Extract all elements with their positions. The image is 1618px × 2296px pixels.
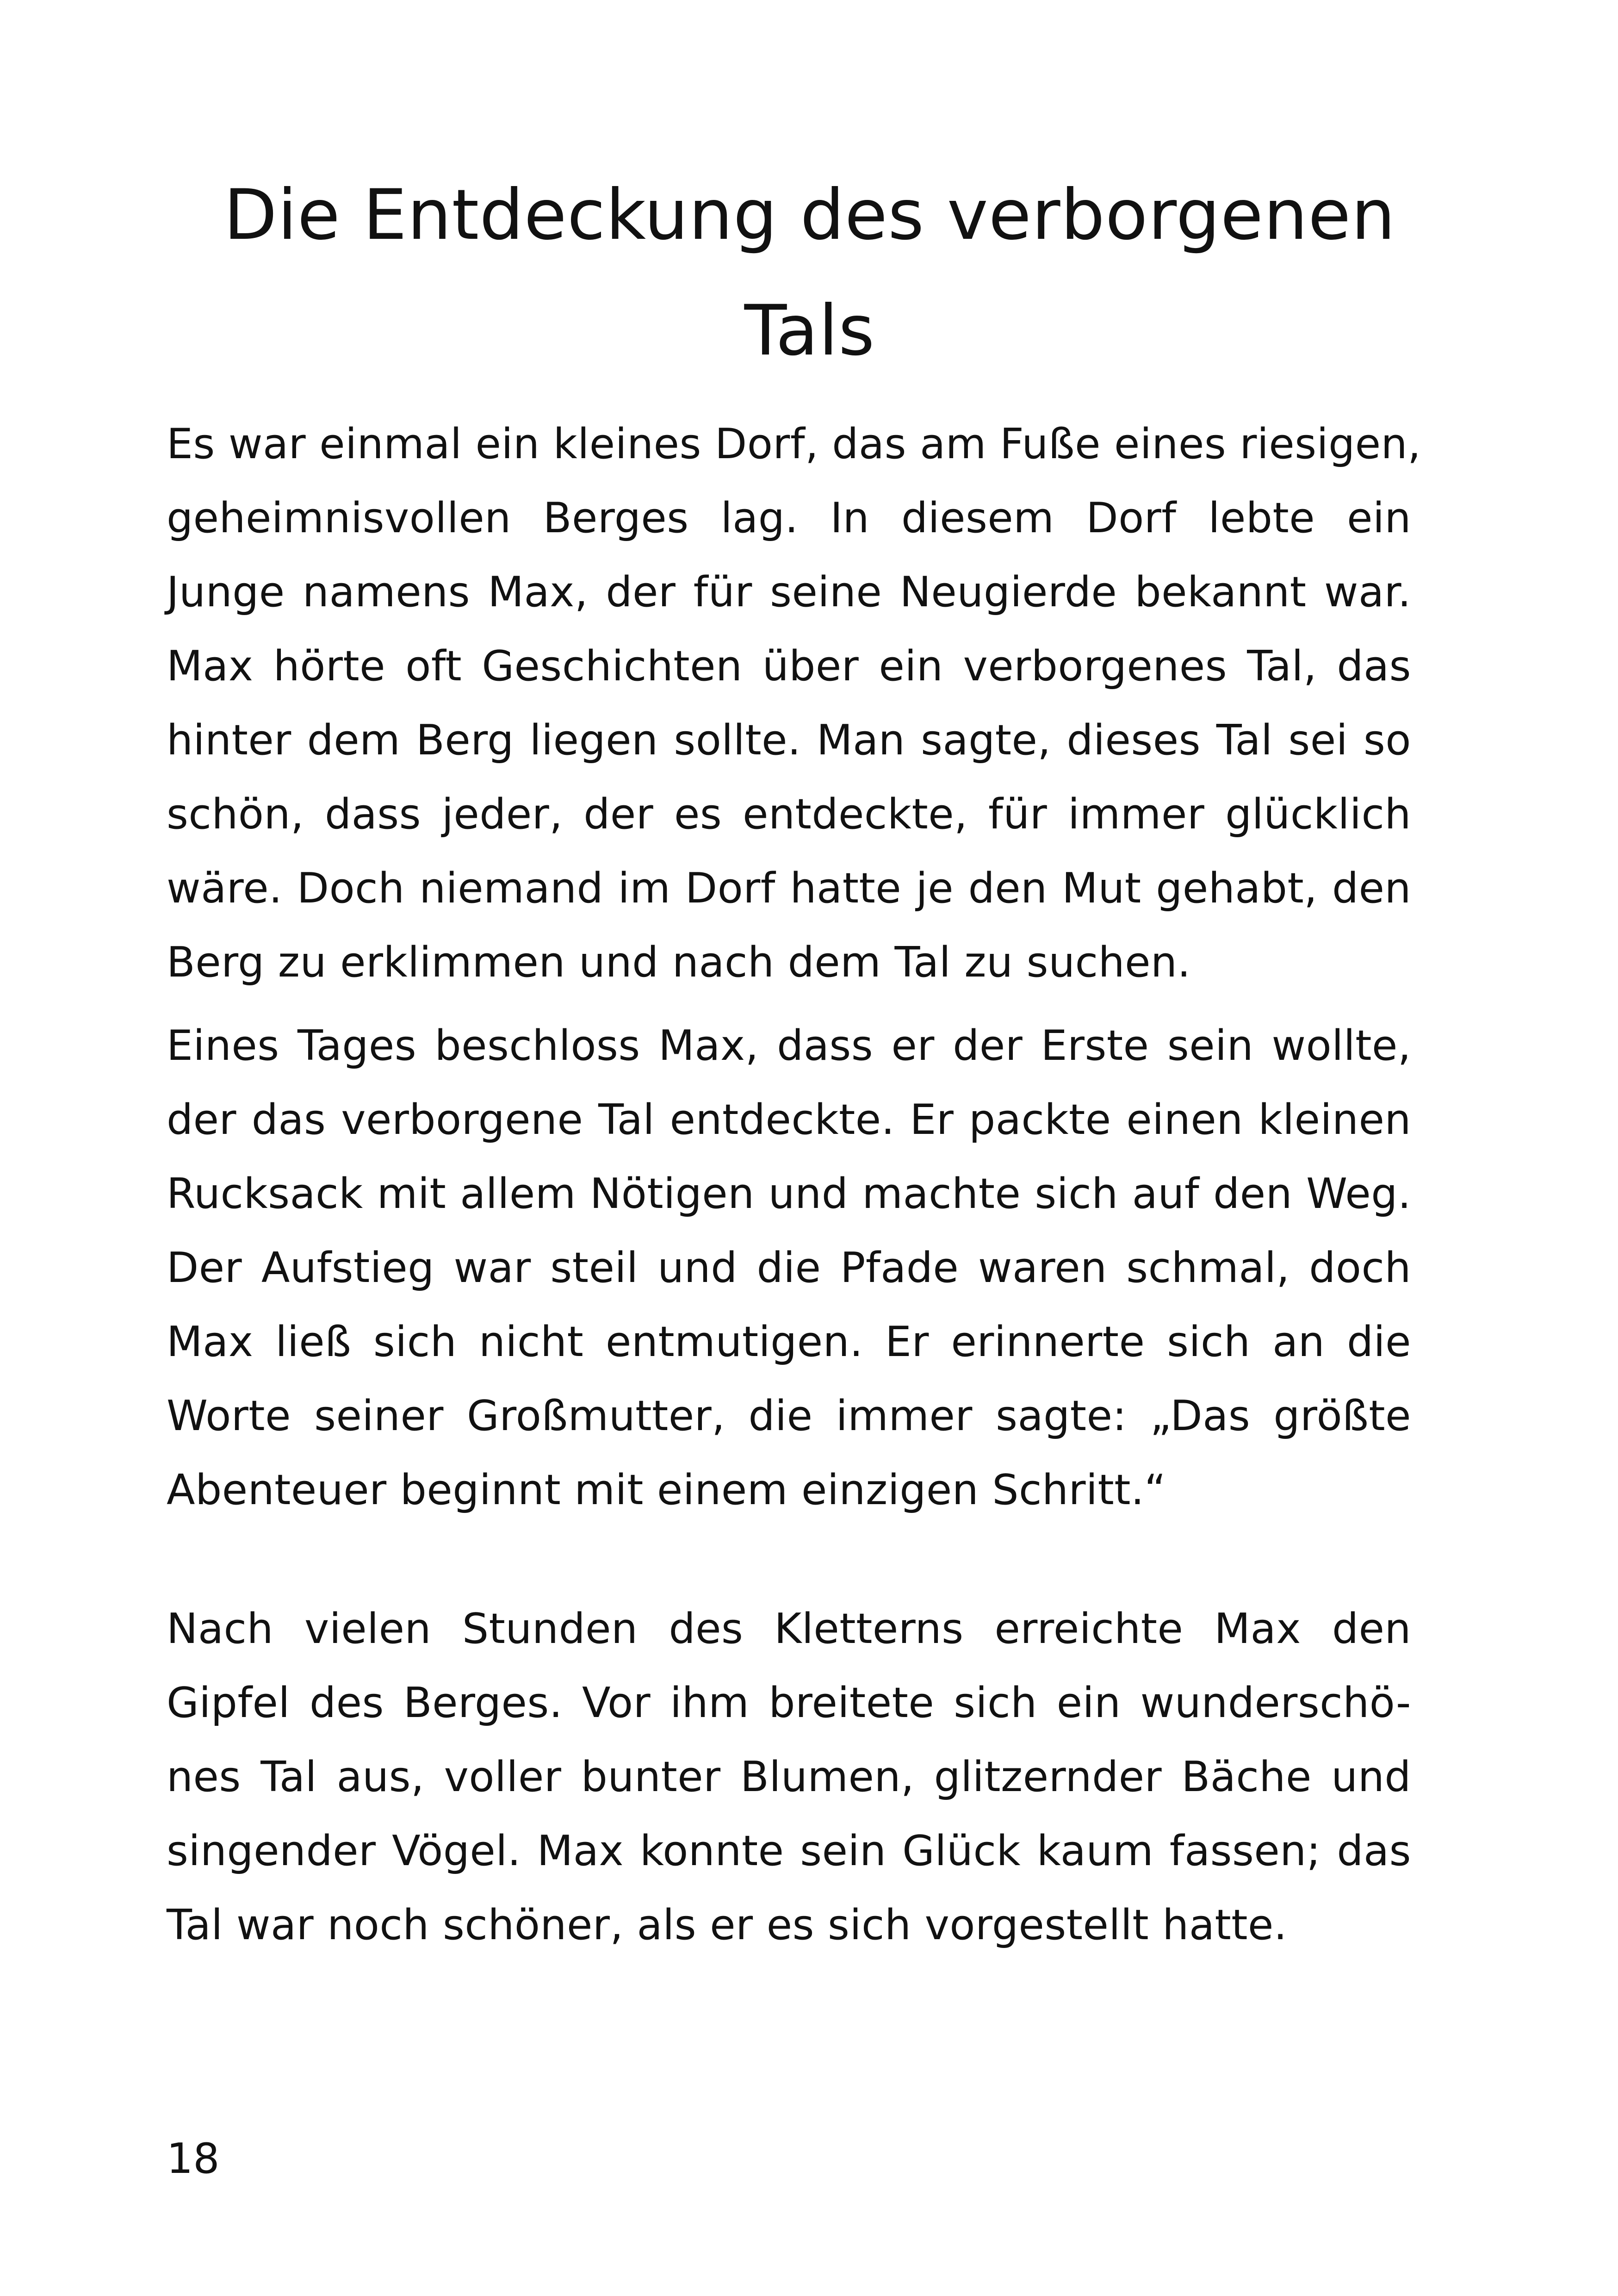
paragraph-line: Nach vielen Stunden des Kletterns erreichte Max den: [167, 1605, 1411, 1653]
paragraph-line: der das verborgene Tal entdeckte. Er packte einen kleinen: [167, 1095, 1411, 1144]
paragraph-line: Rucksack mit allem Nötigen und machte sich auf den Weg.: [167, 1170, 1411, 1218]
paragraph-line: hinter dem Berg liegen sollte. Man sagte, dieses Tal sei so: [167, 716, 1411, 765]
paragraph-line: nes Tal aus, voller bunter Blumen, glitzernder Bäche und: [167, 1753, 1411, 1801]
paragraph-2: [167, 1009, 1411, 1527]
paragraph-line: Es war einmal ein kleines Dorf, das am Fuße eines riesigen,: [167, 420, 1421, 468]
paragraph-line: Worte seiner Großmutter, die immer sagte: „Das größte: [167, 1392, 1411, 1440]
paragraph-line: Gipfel des Berges. Vor ihm breitete sich ein wunderschö-: [167, 1679, 1411, 1727]
paragraph-line: Der Aufstieg war steil und die Pfade waren schmal, doch: [167, 1244, 1411, 1292]
paragraph-line: Eines Tages beschloss Max, dass er der Erste sein wollte,: [167, 1021, 1411, 1070]
paragraph-line: geheimnisvollen Berges lag. In diesem Dorf lebte ein: [167, 494, 1411, 542]
paragraph-line: Max ließ sich nicht entmutigen. Er erinnerte sich an die: [167, 1318, 1411, 1366]
paragraph-line: wäre. Doch niemand im Dorf hatte je den Mut gehabt, den: [167, 864, 1411, 913]
paragraph-line: Tal war noch schöner, als er es sich vorgestellt hatte.: [167, 1901, 1288, 1949]
paragraph-line: Abenteuer beginnt mit einem einzigen Schritt.“: [167, 1466, 1166, 1514]
paragraph-line: Max hörte oft Geschichten über ein verborgenes Tal, das: [167, 642, 1411, 691]
chapter-title-line-2: Tals: [744, 291, 875, 371]
paragraph-3: [167, 1592, 1411, 1962]
paragraph-line: schön, dass jeder, der es entdeckte, für immer glücklich: [167, 790, 1411, 839]
paragraph-line: Junge namens Max, der für seine Neugierde bekannt war.: [167, 568, 1411, 616]
paragraph-line: Berg zu erklimmen und nach dem Tal zu suchen.: [167, 938, 1191, 987]
paragraph-line: singender Vögel. Max konnte sein Glück kaum fassen; das: [167, 1827, 1411, 1875]
chapter-title: [167, 157, 1453, 389]
chapter-title-line-1: Die Entdeckung des verborgenen: [223, 175, 1396, 255]
paragraph-1: [167, 407, 1421, 1000]
page-number: 18: [167, 2134, 220, 2183]
